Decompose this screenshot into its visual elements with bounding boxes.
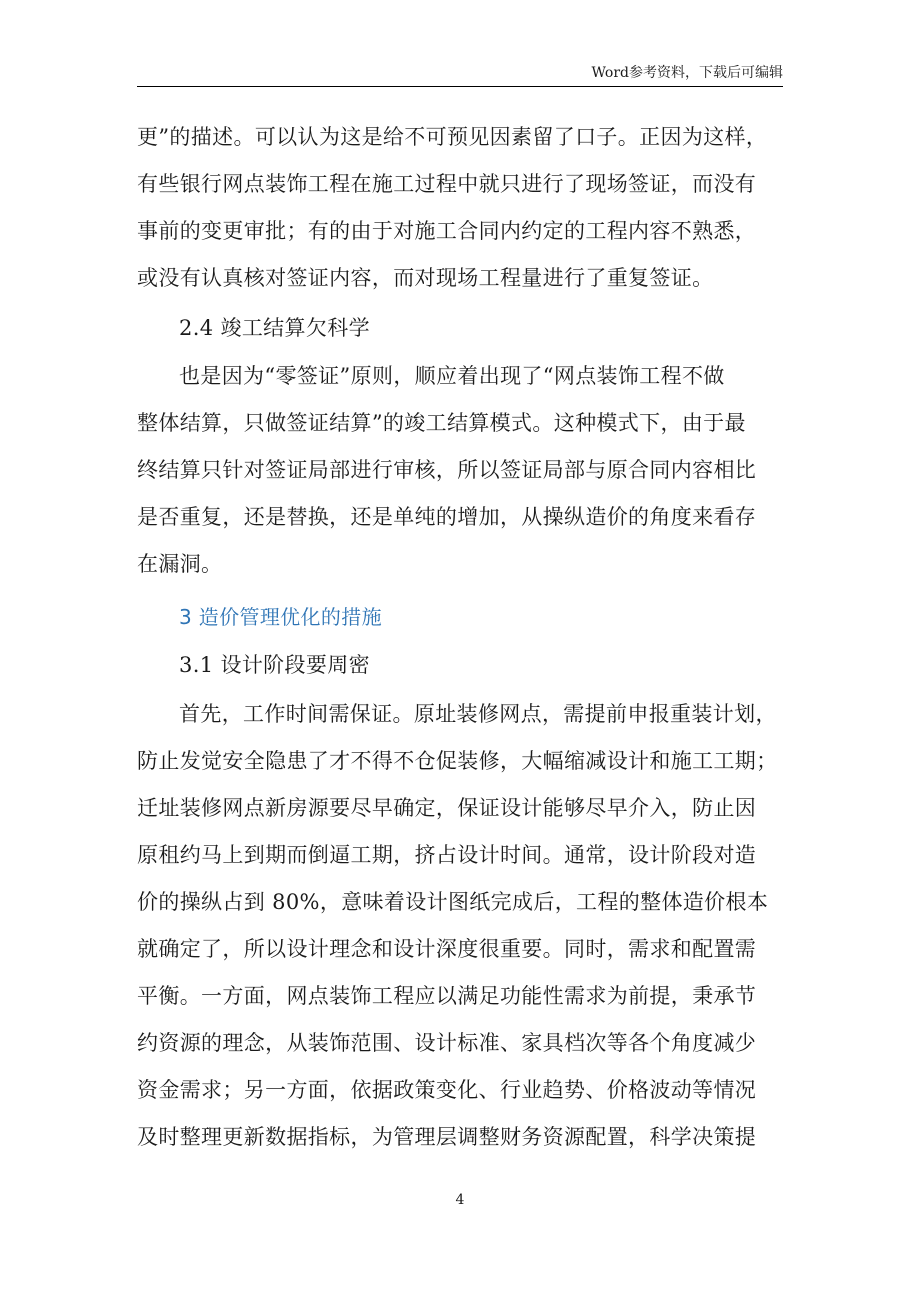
paragraph-line: 在漏洞。 <box>137 552 223 576</box>
section-heading-3: 3 造价管理优化的措施 <box>179 605 382 629</box>
paragraph-line: 是否重复，还是替换，还是单纯的增加，从操纵造价的角度来看存 <box>137 505 757 529</box>
page-header <box>137 62 783 87</box>
paragraph-line: 价的操纵占到 80%，意味着设计图纸完成后，工程的整体造价根本 <box>137 890 769 914</box>
paragraph-line: 迁址装修网点新房源要尽早确定，保证设计能够尽早介入，防止因 <box>137 796 757 820</box>
paragraph-line: 及时整理更新数据指标，为管理层调整财务资源配置，科学决策提 <box>137 1125 757 1149</box>
paragraph-line: 平衡。一方面，网点装饰工程应以满足功能性需求为前提，秉承节 <box>137 984 757 1008</box>
paragraph-line: 事前的变更审批；有的由于对施工合同内约定的工程内容不熟悉， <box>137 219 757 243</box>
paragraph-line: 或没有认真核对签证内容，而对现场工程量进行了重复签证。 <box>137 266 714 290</box>
header-text: Word参考资料，下载后可编辑 <box>591 65 783 81</box>
section-heading-2-4: 2.4 竣工结算欠科学 <box>179 316 370 340</box>
paragraph-line: 就确定了，所以设计理念和设计深度很重要。同时，需求和配置需 <box>137 937 757 961</box>
paragraph-line: 也是因为“零签证”原则，顺应着出现了“网点装饰工程不做 <box>179 364 725 388</box>
paragraph-line: 更”的描述。可以认为这是给不可预见因素留了口子。正因为这样， <box>137 125 768 149</box>
page-number: 4 <box>455 1192 465 1208</box>
paragraph-line: 原租约马上到期而倒逼工期，挤占设计时间。通常，设计阶段对造 <box>137 843 757 867</box>
section-heading-3-1: 3.1 设计阶段要周密 <box>179 653 370 677</box>
paragraph-line: 首先，工作时间需保证。原址装修网点，需提前申报重装计划， <box>179 702 777 726</box>
paragraph-line: 终结算只针对签证局部进行审核，所以签证局部与原合同内容相比 <box>137 458 757 482</box>
paragraph-line: 资金需求；另一方面，依据政策变化、行业趋势、价格波动等情况 <box>137 1078 757 1102</box>
paragraph-line: 约资源的理念，从装饰范围、设计标准、家具档次等各个角度减少 <box>137 1031 757 1055</box>
paragraph-line: 整体结算，只做签证结算”的竣工结算模式。这种模式下，由于最 <box>137 411 746 435</box>
paragraph-line: 防止发觉安全隐患了才不得不仓促装修，大幅缩减设计和施工工期； <box>137 749 778 773</box>
paragraph-line: 有些银行网点装饰工程在施工过程中就只进行了现场签证，而没有 <box>137 172 757 196</box>
